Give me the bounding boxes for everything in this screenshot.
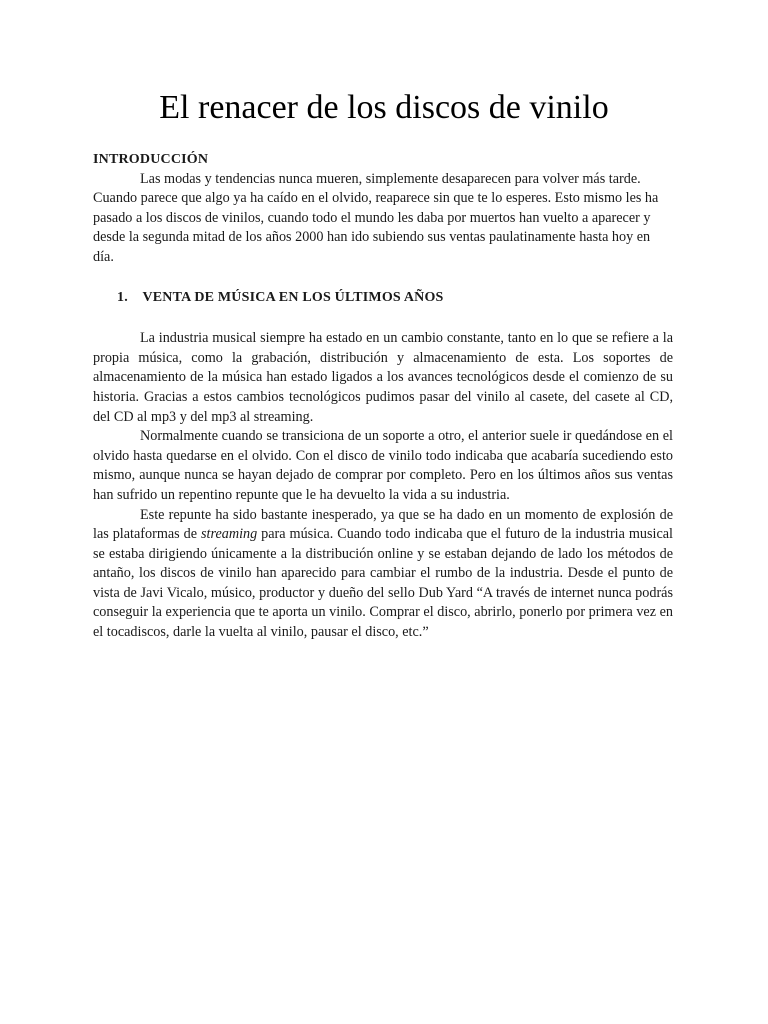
document-body — [93, 150, 673, 643]
section-1-paragraph-2: Normalmente cuando se transiciona de un soporte a otro, el anterior suele ir quedándose en el olvido hasta quedarse en el olvido. Con el disco de vinilo todo indicaba que acabaría sucediendo esto mismo, aunque nunca se hayan dejado de comprar por completo. Pero en los últimos años sus ventas han sufrido un repentino repunte que le ha devuelto la vida a su industria. — [93, 428, 673, 503]
section-1-paragraph-1: La industria musical siempre ha estado en un cambio constante, tanto en lo que se refiere a la propia música, como la grabación, distribución y almacenamiento de esta. Los soportes de almacenamiento de la música han estado ligados a los avances tecnológicos desde el comienzo de su historia. Gracias a estos cambios tecnológicos pudimos pasar del vinilo al casete, del casete al CD, del CD al mp3 y del mp3 al streaming. — [93, 330, 673, 425]
paragraph-3-text-before: Este repunte ha sido bastante inesperado, ya que se ha dado en un momento de explosión de las plataformas de — [93, 506, 673, 543]
section-1-number: 1. — [117, 289, 128, 305]
streaming-emphasis: streaming — [200, 526, 258, 543]
section-1-paragraph-3 — [93, 506, 673, 643]
section-1-heading — [93, 288, 673, 308]
document-title: El renacer de los discos de vinilo — [159, 89, 609, 126]
intro-paragraph: Las modas y tendencias nunca mueren, simplemente desaparecen para volver más tarde. Cuando parece que algo ya ha caído en el olvido, reaparece sin que te lo esperes. Esto mismo les ha pasado a los discos de vinilos, cuando todo el mundo les daba por muertos han vuelto a aparecer y desde la segunda mitad de los años 2000 han ido subiendo sus ventas paulatinamente hasta hoy en día. — [93, 170, 659, 265]
intro-heading: INTRODUCCIÓN — [93, 152, 209, 167]
section-1-title: VENTA DE MÚSICA EN LOS ÚLTIMOS AÑOS — [142, 289, 444, 305]
paragraph-3-text-after: para música. Cuando todo indicaba que el futuro de la industria musical se estaba dirigiendo únicamente a la distribución online y se estaban dejando de lado los métodos de antaño, los discos de vinilo han aparecido para cambiar el rumbo de la industria. Desde el punto de vista de Javi Vicalo, músico, productor y dueño del sello Dub Yard “A través de internet nunca podrás conseguir la experiencia que te aporta un vinilo. Comprar el disco, abrirlo, ponerlo por primera vez en el tocadiscos, darle la vuelta al vinilo, pausar el disco, etc.” — [93, 526, 673, 641]
